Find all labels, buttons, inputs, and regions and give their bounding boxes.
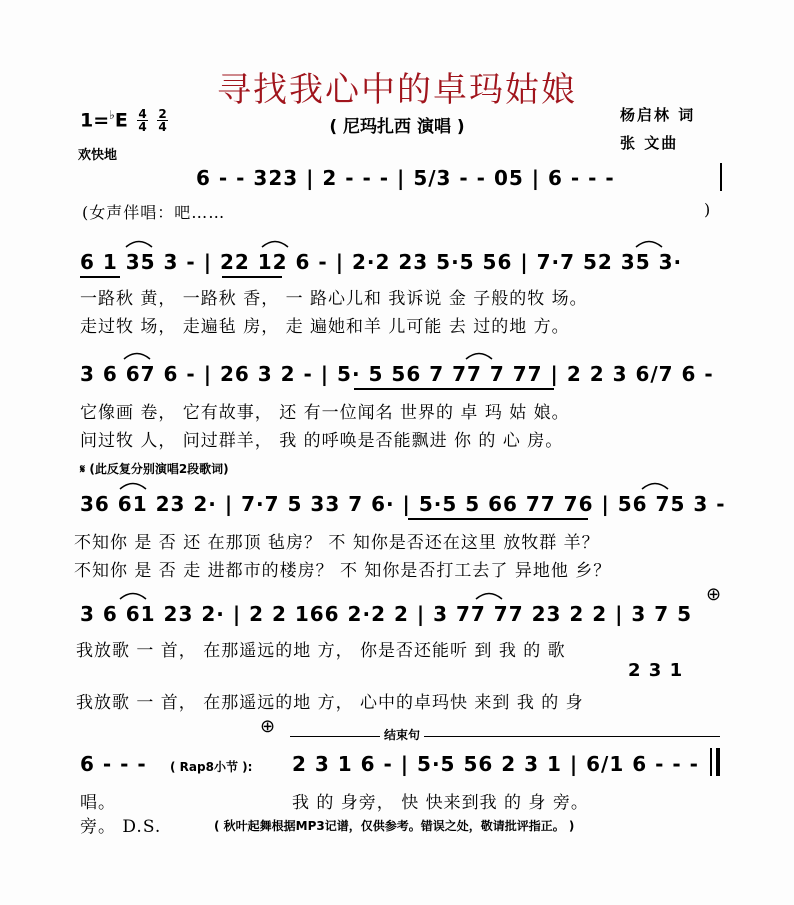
coda-icon: ⊕ bbox=[260, 716, 276, 737]
time-sig-1: $\frac{4}{4}$ bbox=[138, 107, 147, 135]
performer: ( 尼玛扎西 演唱 ) bbox=[329, 117, 465, 137]
line4-alt-notes: 2 3 1 bbox=[628, 660, 684, 681]
time-sig-2: $\frac{2}{4}$ bbox=[158, 107, 167, 135]
tempo-marking: 欢快地 bbox=[78, 148, 118, 163]
line2-notes: 3 6 67 6 - | 26 3 2 - | 5· 5 56 7 77 7 77 | 2 2 3 6/7 6 - bbox=[80, 362, 714, 386]
composer: 张 文曲 bbox=[620, 134, 679, 152]
line4-lyric2: 我放歌 一 首， 在那遥远的地 方， 心中的卓玛快 来到 我 的 身 bbox=[76, 693, 584, 713]
line3-notes: 36 61 23 2· | 7·7 5 33 7 6· | 5·5 5 66 77 76 | 56 75 3 - bbox=[80, 492, 726, 516]
coda-icon: ⊕ bbox=[706, 584, 722, 605]
line4-notes: 3 6 61 23 2· | 2 2 166 2·2 2 | 3 77 77 23 2 2 | 3 7 5 bbox=[80, 602, 693, 626]
slur-arc bbox=[118, 588, 148, 600]
rap-marker: ( Rap8小节 ): bbox=[170, 760, 253, 774]
footnote: ( 秋叶起舞根据MP3记谱，仅供参考。错误之处，敬请批评指正。 ) bbox=[214, 819, 575, 833]
barline bbox=[710, 748, 712, 776]
underline bbox=[222, 276, 282, 278]
line1-lyric2: 走过牧 场， 走遍毡 房， 走 遍她和羊 儿可能 去 过的地 方。 bbox=[80, 317, 570, 337]
line5-notes-b: 2 3 1 6 - | 5·5 56 2 3 1 | 6/1 6 - - - bbox=[292, 752, 699, 776]
slur-arc bbox=[464, 348, 494, 360]
slur-arc bbox=[474, 588, 504, 600]
line4-lyric1: 我放歌 一 首， 在那遥远的地 方， 你是否还能听 到 我 的 歌 bbox=[76, 641, 566, 661]
intro-notes: 6 - - 323 | 2 - - - | 5/3 - - 05 | 6 - - - bbox=[196, 166, 615, 190]
line5-lyric1-b: 我 的 身旁， 快 快来到我 的 身 旁。 bbox=[292, 793, 589, 813]
underline bbox=[354, 388, 554, 390]
slur-arc bbox=[634, 236, 664, 248]
line5-lyric2-a: 旁。 D.S. bbox=[80, 817, 162, 837]
line1-lyric1: 一路秋 黄， 一路秋 香， 一 路心儿和 我诉说 金 子般的牧 场。 bbox=[80, 289, 588, 309]
slur-arc bbox=[260, 236, 290, 248]
underline bbox=[80, 276, 120, 278]
line3-lyric1: 不知你 是 否 还 在那顶 毡房？ 不 知你是否还在这里 放牧群 羊？ bbox=[74, 533, 600, 553]
segno-instruction: 𝄋 (此反复分别演唱2段歌词) bbox=[80, 462, 229, 476]
line1-notes: 6 1 35 3 - | 22 12 6 - | 2·2 23 5·5 56 | 7·7 52 35 3· bbox=[80, 250, 683, 274]
intro-note: (女声伴唱：吧…… bbox=[82, 203, 226, 222]
line5-notes-a: 6 - - - bbox=[80, 752, 147, 776]
end-bracket bbox=[290, 736, 720, 737]
slur-arc bbox=[118, 478, 148, 490]
line5-lyric1-a: 唱。 bbox=[80, 793, 116, 813]
line2-lyric1: 它像画 卷， 它有故事， 还 有一位闻名 世界的 卓 玛 姑 娘。 bbox=[80, 403, 570, 423]
slur-arc bbox=[640, 478, 670, 490]
song-title: 寻找我心中的卓玛姑娘 bbox=[217, 70, 577, 110]
slur-arc bbox=[124, 236, 154, 248]
lyricist: 杨启林 词 bbox=[620, 106, 696, 124]
end-label: 结束句 bbox=[380, 726, 424, 743]
barline bbox=[720, 163, 722, 191]
intro-close: ) bbox=[704, 200, 712, 219]
final-barline bbox=[716, 748, 720, 776]
key-signature: 1=♭E $\frac{4}{4}$ $\frac{2}{4}$ bbox=[80, 107, 167, 135]
line3-lyric2: 不知你 是 否 走 进都市的楼房？ 不 知你是否打工去了 异地他 乡？ bbox=[74, 561, 612, 581]
line2-lyric2: 问过牧 人， 问过群羊， 我 的呼唤是否能飘进 你 的 心 房。 bbox=[80, 431, 564, 451]
underline bbox=[408, 518, 588, 520]
slur-arc bbox=[122, 348, 152, 360]
